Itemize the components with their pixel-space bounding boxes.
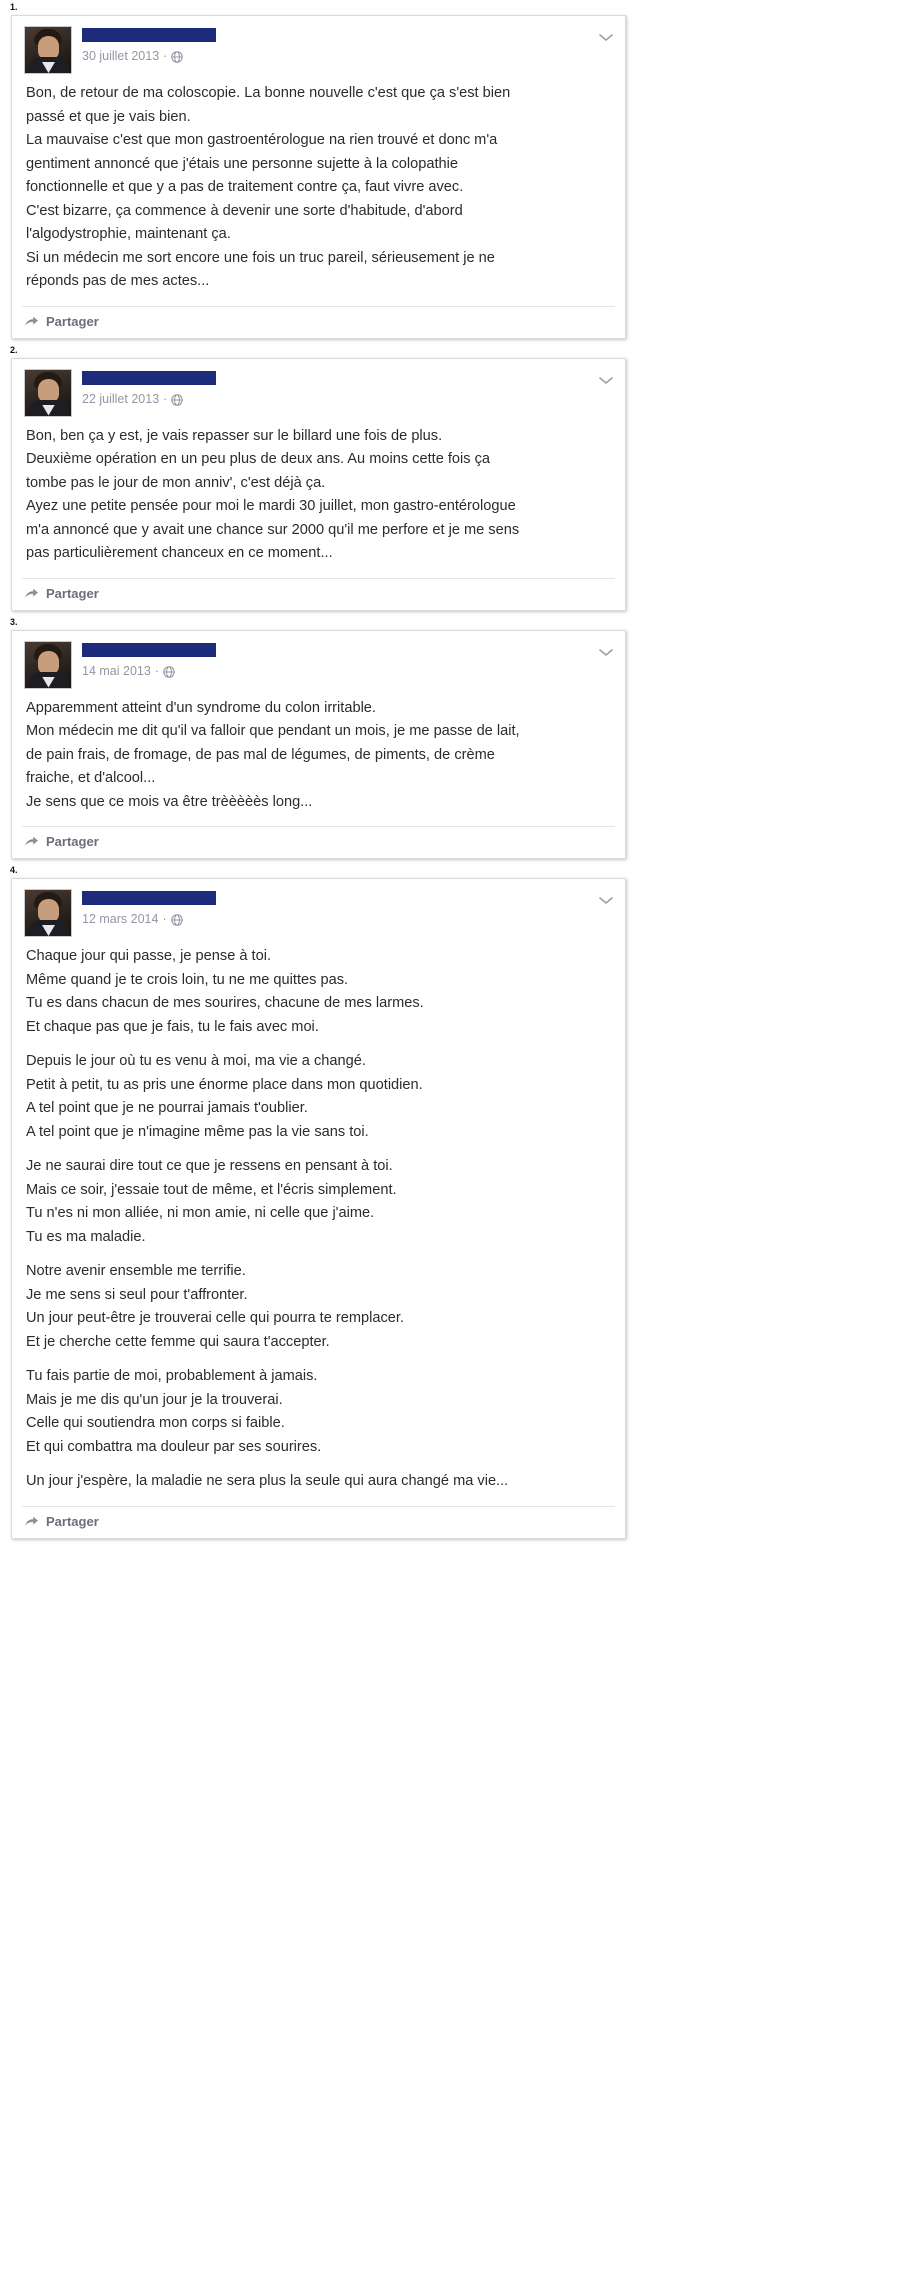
post-header <box>12 879 625 943</box>
post-footer <box>22 826 615 858</box>
post-date[interactable]: 30 juillet 2013 <box>82 49 160 63</box>
post-text-line: Un jour j'espère, la maladie ne sera plus la seule qui aura changé ma vie... <box>26 1473 509 1489</box>
post-block <box>0 615 900 864</box>
post-text-line: pas particulièrement chanceux en ce moment... <box>26 545 333 561</box>
post-text <box>12 80 625 306</box>
post-text <box>12 423 625 578</box>
chevron-down-icon[interactable] <box>597 373 615 387</box>
avatar[interactable] <box>24 26 72 74</box>
author-name-redacted[interactable] <box>82 28 216 42</box>
meta-separator: · <box>162 912 167 926</box>
share-button[interactable] <box>24 314 99 329</box>
post-number-label: 3. <box>10 616 18 627</box>
post-footer <box>22 578 615 610</box>
post-block <box>0 343 900 615</box>
post-text-line: Tu n'es ni mon alliée, ni mon amie, ni celle que j'aime. <box>26 1205 375 1221</box>
post-card <box>11 15 626 339</box>
post-text-line: Petit à petit, tu as pris une énorme place dans mon quotidien. <box>26 1076 423 1093</box>
globe-privacy-icon[interactable] <box>171 394 183 406</box>
post-meta <box>82 26 216 63</box>
post-text-line: Deuxième opération en un peu plus de deux ans. Au moins cette fois ça <box>26 451 491 467</box>
post-date[interactable]: 14 mai 2013 <box>82 663 151 678</box>
avatar[interactable] <box>24 889 72 937</box>
post-date[interactable]: 22 juillet 2013 <box>82 391 160 406</box>
paragraph-gap <box>26 1354 611 1365</box>
share-button[interactable] <box>24 834 99 849</box>
post-header <box>12 359 625 423</box>
share-arrow-icon <box>24 315 39 328</box>
post-text-line: Même quand je te crois loin, tu ne me quittes pas. <box>26 971 349 988</box>
post-meta <box>82 369 216 406</box>
post-text-line: Ayez une petite pensée pour moi le mardi 30 juillet, mon gastro-entérologue <box>26 498 516 514</box>
post-text-line: Chaque jour qui passe, je pense à toi. <box>26 948 272 964</box>
post-number-label: 4. <box>10 865 18 875</box>
post-card <box>11 878 626 1539</box>
post-text-line: m'a annoncé que y avait une chance sur 2000 qu'il me perfore et je me sens <box>26 521 520 538</box>
author-name-redacted[interactable] <box>82 371 216 385</box>
paragraph-gap <box>26 1249 611 1260</box>
post-text-line: Celle qui soutiendra mon corps si faible. <box>26 1415 285 1431</box>
post-text-line: passé et que je vais bien. <box>26 108 191 125</box>
post-spacer <box>8 1539 900 1543</box>
post-text-line: fonctionnelle et que y a pas de traitement contre ça, faut vivre avec. <box>26 179 464 195</box>
post-text-line: Depuis le jour où tu es venu à moi, ma vie a changé. <box>26 1053 366 1069</box>
post-number-label: 2. <box>10 344 18 355</box>
post-footer <box>22 306 615 338</box>
post-text-line: de pain frais, de fromage, de pas mal de légumes, de piments, de crème <box>26 746 495 763</box>
avatar[interactable] <box>24 369 72 417</box>
chevron-down-icon[interactable] <box>597 893 615 907</box>
post-text-line: tombe pas le jour de mon anniv', c'est déjà ça. <box>26 474 326 491</box>
post-text-line: Tu es dans chacun de mes sourires, chacune de mes larmes. <box>26 995 424 1011</box>
share-button[interactable] <box>24 1514 99 1529</box>
post-text-line: Notre avenir ensemble me terrifie. <box>26 1263 246 1279</box>
share-button-label: Partager <box>46 313 99 329</box>
share-arrow-icon <box>24 1515 39 1528</box>
post-text-line: Je me sens si seul pour t'affronter. <box>26 1286 248 1303</box>
meta-separator: · <box>163 49 168 63</box>
post-text-line: A tel point que je n'imagine même pas la vie sans toi. <box>26 1123 369 1140</box>
post-header <box>12 631 625 695</box>
post-text-line: Je ne saurai dire tout ce que je ressens en pensant à toi. <box>26 1158 393 1174</box>
post-text-line: Tu fais partie de moi, probablement à jamais. <box>26 1368 318 1384</box>
share-button-label: Partager <box>46 1513 99 1529</box>
post-text-line: Je sens que ce mois va être trèèèèès long... <box>26 793 313 810</box>
post-text <box>12 695 625 827</box>
post-text-line: C'est bizarre, ça commence à devenir une sorte d'habitude, d'abord <box>26 202 463 219</box>
share-arrow-icon <box>24 835 39 848</box>
post-date-row <box>82 912 216 926</box>
post-text-line: fraiche, et d'alcool... <box>26 770 156 786</box>
meta-separator: · <box>154 663 159 678</box>
post-text-line: Apparemment atteint d'un syndrome du colon irritable. <box>26 699 376 716</box>
avatar[interactable] <box>24 641 72 689</box>
paragraph-gap <box>26 1459 611 1470</box>
post-number-label: 1. <box>10 2 18 12</box>
share-button[interactable] <box>24 586 99 601</box>
globe-privacy-icon[interactable] <box>163 666 175 678</box>
share-arrow-icon <box>24 587 39 600</box>
post-text <box>12 943 625 1506</box>
author-name-redacted[interactable] <box>82 891 216 905</box>
post-text-line: gentiment annoncé que j'étais une personne sujette à la colopathie <box>26 155 458 172</box>
post-text-line: Bon, de retour de ma coloscopie. La bonne nouvelle c'est que ça s'est bien <box>26 85 511 101</box>
post-date-row <box>82 392 216 406</box>
paragraph-gap <box>26 1144 611 1155</box>
share-button-label: Partager <box>46 585 99 601</box>
post-text-line: Bon, ben ça y est, je vais repasser sur le billard une fois de plus. <box>26 427 443 444</box>
post-card <box>11 358 626 611</box>
post-text-line: A tel point que je ne pourrai jamais t'oublier. <box>26 1100 308 1116</box>
post-header <box>12 16 625 80</box>
post-text-line: Tu es ma maladie. <box>26 1228 146 1245</box>
post-block <box>0 863 900 1543</box>
post-text-line: Mon médecin me dit qu'il va falloir que pendant un mois, je me passe de lait, <box>26 723 520 739</box>
post-text-line: Et chaque pas que je fais, tu le fais avec moi. <box>26 1018 319 1035</box>
post-text-line: réponds pas de mes actes... <box>26 273 210 289</box>
post-date-row <box>82 664 216 678</box>
post-text-line: Un jour peut-être je trouverai celle qui pourra te remplacer. <box>26 1310 405 1326</box>
share-button-label: Partager <box>46 834 99 849</box>
chevron-down-icon[interactable] <box>597 30 615 44</box>
post-block <box>0 0 900 343</box>
post-card <box>11 630 626 860</box>
post-text-line: Et je cherche cette femme qui saura t'accepter. <box>26 1333 330 1350</box>
author-name-redacted[interactable] <box>82 643 216 657</box>
paragraph-gap <box>26 1039 611 1050</box>
post-meta <box>82 889 216 926</box>
meta-separator: · <box>163 391 168 406</box>
chevron-down-icon[interactable] <box>597 645 615 659</box>
post-meta <box>82 641 216 678</box>
post-text-line: Et qui combattra ma douleur par ses sourires. <box>26 1438 322 1455</box>
post-date[interactable]: 12 mars 2014 <box>82 912 159 926</box>
post-text-line: La mauvaise c'est que mon gastroentérologue na rien trouvé et donc m'a <box>26 132 498 148</box>
post-text-line: Mais je me dis qu'un jour je la trouverai. <box>26 1391 283 1408</box>
post-text-line: Si un médecin me sort encore une fois un truc pareil, sérieusement je ne <box>26 249 495 266</box>
post-text-line: l'algodystrophie, maintenant ça. <box>26 226 231 242</box>
globe-privacy-icon[interactable] <box>171 51 183 63</box>
globe-privacy-icon[interactable] <box>171 914 183 926</box>
post-footer <box>22 1506 615 1538</box>
post-date-row <box>82 49 216 63</box>
post-text-line: Mais ce soir, j'essaie tout de même, et l'écris simplement. <box>26 1181 397 1198</box>
